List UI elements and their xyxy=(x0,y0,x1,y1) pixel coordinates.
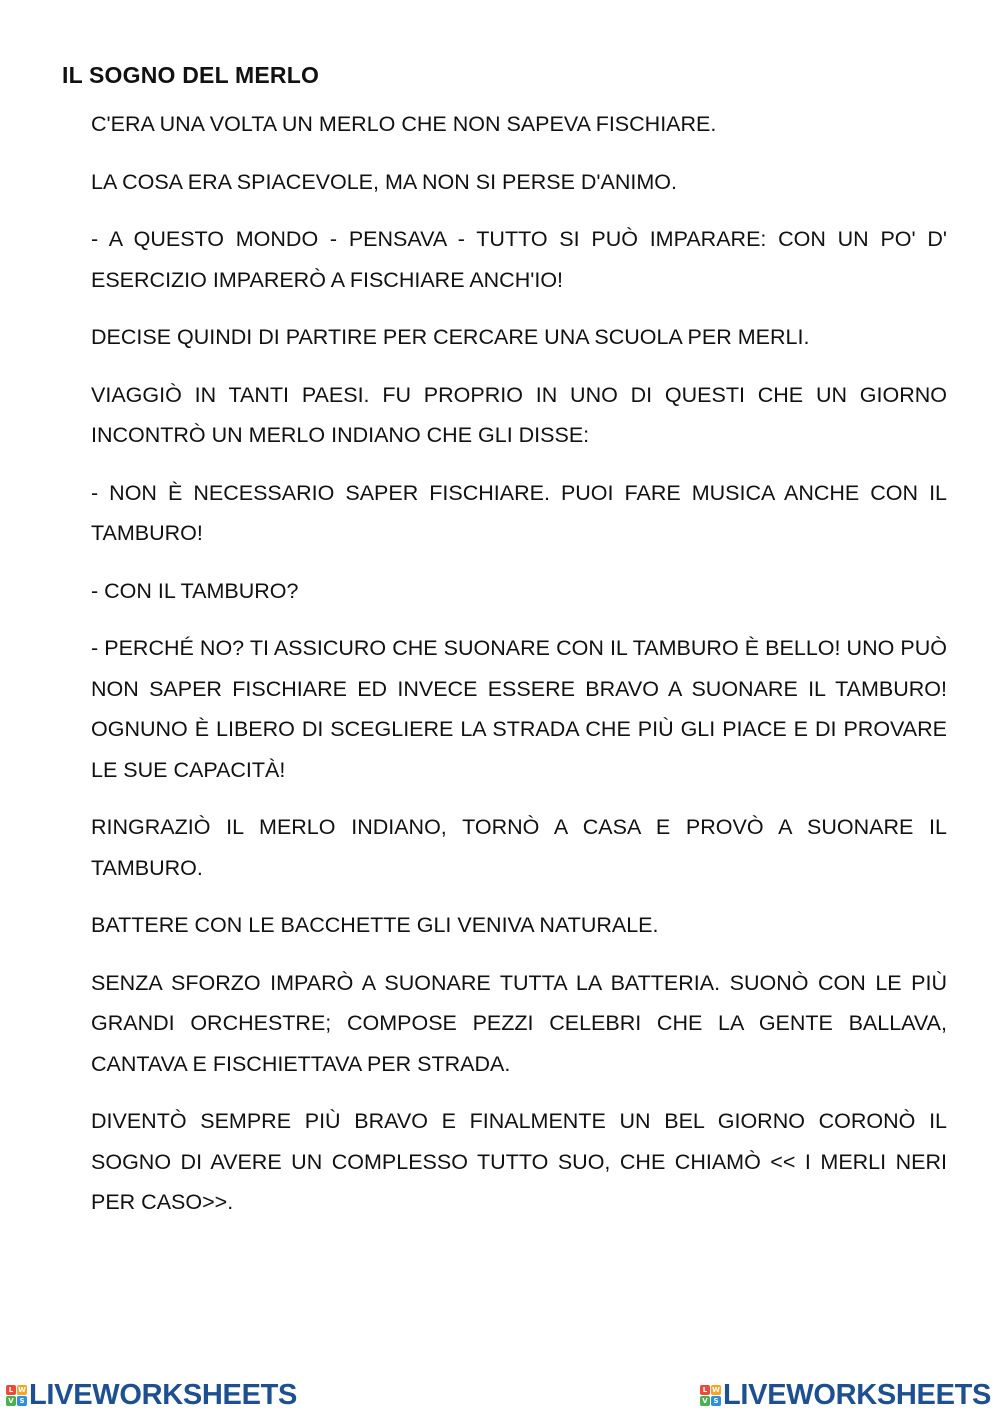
page-title: IL SOGNO DEL MERLO xyxy=(62,62,320,88)
story-paragraph: - PERCHÉ NO? TI ASSICURO CHE SUONARE CON IL TAMBURO È BELLO! UNO PUÒ NON SAPER FISCHIARE ED INVECE ESSERE BRAVO A SUONARE IL TAMBURO! OGNUNO È LIBERO DI SCEGLIERE LA STRADA CHE PIÙ GLI PIACE E DI PROVARE LE SUE CAPACITÀ! xyxy=(91,636,947,782)
story-paragraph: C'ERA UNA VOLTA UN MERLO CHE NON SAPEVA FISCHIARE. xyxy=(91,112,717,136)
story-paragraph: - NON È NECESSARIO SAPER FISCHIARE. PUOI FARE MUSICA ANCHE CON IL TAMBURO! xyxy=(91,480,947,545)
liveworksheets-logo-icon xyxy=(700,1385,721,1406)
story-body xyxy=(91,104,947,1240)
logo-mark-tile: L xyxy=(700,1385,710,1395)
logo-mark-tile: W xyxy=(712,1385,720,1394)
story-paragraph: - A QUESTO MONDO - PENSAVA - TUTTO SI PUÒ IMPARARE: CON UN PO' D' ESERCIZIO IMPARERÒ A FISCHIARE ANCH'IO! xyxy=(91,227,947,292)
story-paragraph: VIAGGIÒ IN TANTI PAESI. FU PROPRIO IN UNO DI QUESTI CHE UN GIORNO INCONTRÒ UN MERLO INDIANO CHE GLI DISSE: xyxy=(91,382,947,447)
story-paragraph: BATTERE CON LE BACCHETTE GLI VENIVA NATURALE. xyxy=(91,913,659,937)
liveworksheets-logo[interactable] xyxy=(700,1378,991,1412)
story-paragraph: DECISE QUINDI DI PARTIRE PER CERCARE UNA SCUOLA PER MERLI. xyxy=(91,325,810,349)
liveworksheets-logo-icon xyxy=(6,1385,27,1406)
story-paragraph: RINGRAZIÒ IL MERLO INDIANO, TORNÒ A CASA E PROVÒ A SUONARE IL TAMBURO. xyxy=(91,815,947,880)
liveworksheets-logo[interactable] xyxy=(6,1378,297,1412)
logo-mark-tile: V xyxy=(6,1396,16,1406)
logo-mark-tile: W xyxy=(18,1385,26,1394)
liveworksheets-logo-text: LIVEWORKSHEETS xyxy=(29,1378,298,1411)
logo-mark-tile: S xyxy=(711,1396,721,1406)
story-paragraph: - CON IL TAMBURO? xyxy=(91,578,299,603)
liveworksheets-logo-text: LIVEWORKSHEETS xyxy=(723,1378,992,1411)
story-paragraph: DIVENTÒ SEMPRE PIÙ BRAVO E FINALMENTE UN BEL GIORNO CORONÒ IL SOGNO DI AVERE UN COMPLESSO TUTTO SUO, CHE CHIAMÒ << I MERLI NERI PER CASO>>. xyxy=(91,1109,947,1214)
story-paragraph: LA COSA ERA SPIACEVOLE, MA NON SI PERSE D'ANIMO. xyxy=(91,169,677,194)
story-paragraph: SENZA SFORZO IMPARÒ A SUONARE TUTTA LA BATTERIA. SUONÒ CON LE PIÙ GRANDI ORCHESTRE; COMPOSE PEZZI CELEBRI CHE LA GENTE BALLAVA, CANTAVA E FISCHIETTAVA PER STRADA. xyxy=(91,970,947,1076)
logo-mark-tile: V xyxy=(700,1396,710,1406)
logo-mark-tile: S xyxy=(17,1396,27,1406)
logo-mark-tile: L xyxy=(6,1385,16,1395)
